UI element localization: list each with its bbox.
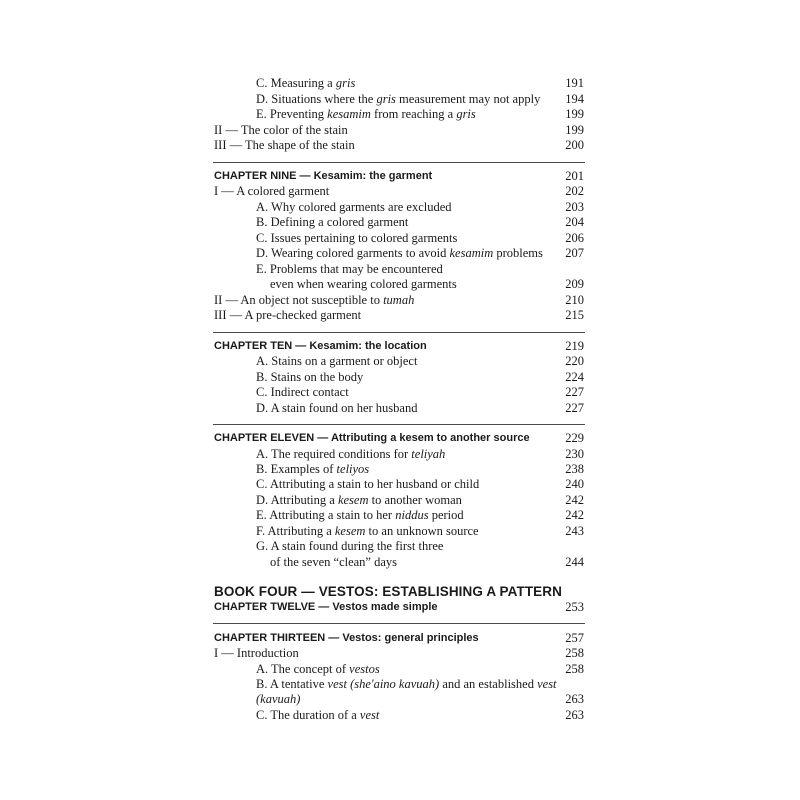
toc-entry: I — Introduction — [214, 646, 299, 660]
page-number: 215 — [565, 308, 584, 322]
italic-term: vest — [359, 708, 380, 722]
page-number: 244 — [565, 555, 584, 569]
toc-entry: A. The concept of vestos — [256, 662, 380, 676]
toc-entry: A. Stains on a garment or object — [256, 354, 418, 368]
toc-entry: B. Stains on the body — [256, 370, 364, 384]
page-number: 202 — [565, 184, 584, 198]
page-number: 191 — [565, 76, 584, 90]
page-number: 210 — [565, 293, 584, 307]
toc-entry: D. Situations where the gris measurement may not apply — [256, 92, 541, 106]
italic-term: niddus — [395, 508, 429, 522]
page-number: 194 — [565, 92, 584, 106]
italic-term: kesem — [337, 493, 369, 507]
italic-term: vestos — [349, 662, 380, 676]
toc-entry: II — The color of the stain — [214, 123, 348, 137]
page-number: 240 — [565, 477, 584, 491]
toc-entry: III — A pre-checked garment — [214, 308, 362, 322]
italic-term: gris — [335, 76, 356, 90]
italic-term: kesamim — [449, 246, 494, 260]
italic-term: kesem — [334, 524, 366, 538]
italic-term: teliyah — [411, 447, 446, 461]
page-number: 206 — [565, 231, 584, 245]
page-number: 263 — [565, 708, 584, 722]
toc-entry: B. A tentative vest (she'aino kavuah) and an established vest — [256, 677, 557, 691]
section-divider — [213, 424, 585, 425]
toc-entry: A. The required conditions for teliyah — [256, 447, 446, 461]
toc-entry: E. Preventing kesamim from reaching a gris — [256, 107, 476, 121]
section-divider — [213, 332, 585, 333]
page-number: 257 — [565, 631, 584, 645]
page-number: 201 — [565, 169, 584, 183]
page-number: 258 — [565, 662, 584, 676]
page-number: 200 — [565, 138, 584, 152]
page-number: 199 — [565, 123, 584, 137]
toc-entry: III — The shape of the stain — [214, 138, 355, 152]
page-number: 209 — [565, 277, 584, 291]
page-number: 220 — [565, 354, 584, 368]
toc-entry: E. Problems that may be encountered — [256, 262, 443, 276]
page-number: 204 — [565, 215, 584, 229]
chapter-heading: CHAPTER NINE — Kesamim: the garment — [214, 170, 433, 182]
toc-entry: F. Attributing a kesem to an unknown source — [256, 524, 479, 538]
page-number: 227 — [565, 401, 584, 415]
toc-entry: D. Wearing colored garments to avoid kesamim problems — [256, 246, 543, 260]
italic-term: tumah — [383, 293, 415, 307]
toc-entry: C. Attributing a stain to her husband or child — [256, 477, 480, 491]
page-number: 258 — [565, 646, 584, 660]
italic-term: teliyos — [336, 462, 370, 476]
section-divider — [213, 623, 585, 624]
page-number: 219 — [565, 339, 584, 353]
italic-term: kesamim — [327, 107, 371, 121]
page-number: 238 — [565, 462, 584, 476]
toc-entry: G. A stain found during the first three — [256, 539, 444, 553]
page-number: 230 — [565, 447, 584, 461]
toc-entry: B. Examples of teliyos — [256, 462, 370, 476]
page-number: 207 — [565, 246, 584, 260]
chapter-heading: CHAPTER THIRTEEN — Vestos: general principles — [214, 632, 479, 644]
chapter-heading: CHAPTER ELEVEN — Attributing a kesem to another source — [214, 432, 530, 444]
page-number: 224 — [565, 370, 584, 384]
toc-entry: I — A colored garment — [214, 184, 330, 198]
section-divider — [213, 162, 585, 163]
book-heading: BOOK FOUR — VESTOS: ESTABLISHING A PATTERN — [214, 584, 562, 599]
italic-term: gris — [456, 107, 476, 121]
italic-term: gris — [376, 92, 396, 106]
toc-entry: D. Attributing a kesem to another woman — [256, 493, 462, 507]
toc-entry — [256, 692, 300, 707]
toc-entry: D. A stain found on her husband — [256, 401, 418, 415]
page-number: 242 — [565, 493, 584, 507]
page-number: 243 — [565, 524, 584, 538]
page-number: 242 — [565, 508, 584, 522]
toc-entry: C. Indirect contact — [256, 385, 349, 399]
italic-term: vest — [537, 677, 557, 691]
toc-entry: E. Attributing a stain to her niddus period — [256, 508, 464, 522]
chapter-heading: CHAPTER TEN — Kesamim: the location — [214, 340, 427, 352]
italic-term: (kavuah) — [256, 692, 301, 706]
page-number: 199 — [565, 107, 584, 121]
toc-entry: C. Issues pertaining to colored garments — [256, 231, 458, 245]
page-number: 203 — [565, 200, 584, 214]
toc-entry: A. Why colored garments are excluded — [256, 200, 452, 214]
toc-entry: of the seven “clean” days — [270, 555, 398, 569]
toc-entry: even when wearing colored garments — [270, 277, 457, 291]
page-number: 253 — [565, 600, 584, 614]
chapter-heading: CHAPTER TWELVE — Vestos made simple — [214, 601, 438, 613]
page-number: 229 — [565, 431, 584, 445]
toc-entry: B. Defining a colored garment — [256, 215, 409, 229]
italic-term: vest (she'aino kavuah) — [327, 677, 440, 691]
toc-entry: C. Measuring a gris — [256, 76, 356, 90]
page-number: 263 — [565, 692, 584, 706]
toc-entry: C. The duration of a vest — [256, 708, 380, 722]
toc-entry: II — An object not susceptible to tumah — [214, 293, 415, 307]
page-number: 227 — [565, 385, 584, 399]
